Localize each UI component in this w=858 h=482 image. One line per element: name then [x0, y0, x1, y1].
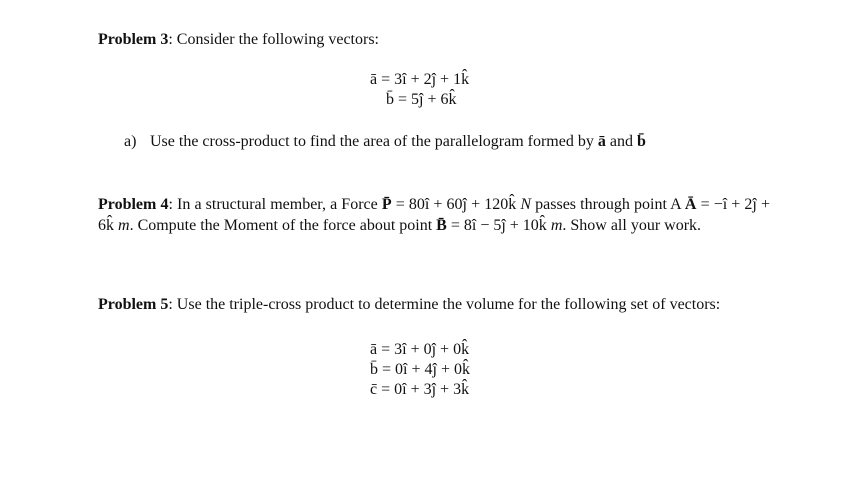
problem-4-point-a-unit: m: [118, 217, 130, 234]
problem-4-point-b-vector: B̄: [436, 217, 447, 234]
problem-3-part-a-vector-b: b̄: [636, 133, 646, 150]
problem-3-part-a-label: a): [124, 133, 137, 150]
problem-4-point-a-equation: = −î + 2ĵ + 6k̂: [98, 196, 771, 234]
problem-4-force-equation: = 80î + 60ĵ + 120k̂: [391, 196, 521, 213]
problem-5-label: Problem 5: [98, 296, 169, 313]
problem-4-label: Problem 4: [98, 196, 169, 213]
problem-5-vector-b: b̄ = 0î + 4ĵ + 0k̂: [370, 361, 470, 378]
problem-3-statement: [98, 29, 770, 50]
problem-5-intro: : Use the triple-cross product to determine the volume for the following set of vectors:: [168, 296, 721, 313]
problem-4-force-unit: N: [520, 196, 532, 213]
problem-5-statement: [98, 294, 798, 315]
problem-4-point-b-unit: m: [550, 217, 563, 234]
problem-4-point-b-equation: = 8î − 5ĵ + 10k̂: [446, 217, 551, 234]
problem-3-part-a-and: and: [605, 133, 637, 150]
problem-3-vector-b: b̄ = 5ĵ + 6k̂: [386, 91, 457, 108]
problem-3-vector-a: ā = 3î + 2ĵ + 1k̂: [370, 71, 470, 88]
problem-3-part-a-vector-a: ā: [597, 133, 606, 150]
problem-5-vector-c: c̄ = 0î + 3ĵ + 3k̂: [370, 381, 470, 398]
problem-3-part-a-text: Use the cross-product to find the area of the parallelogram formed by: [150, 133, 598, 150]
problem-4-text-4: . Show all your work.: [562, 217, 702, 234]
problem-4-text-1: : In a structural member, a Force: [168, 196, 382, 213]
problem-4-statement: [98, 194, 770, 236]
problem-3-intro: : Consider the following vectors:: [168, 31, 379, 48]
problem-4-point-a-vector: Ā: [684, 196, 697, 213]
problem-3-part-a: [124, 133, 646, 151]
problem-4-force-vector: P̄: [381, 196, 392, 213]
problem-4-text-3: . Compute the Moment of the force about point: [129, 217, 437, 234]
problem-3-label: Problem 3: [98, 31, 169, 48]
problem-5-vector-a: ā = 3î + 0ĵ + 0k̂: [370, 341, 470, 358]
problem-4-text-2: passes through point A: [531, 196, 681, 213]
